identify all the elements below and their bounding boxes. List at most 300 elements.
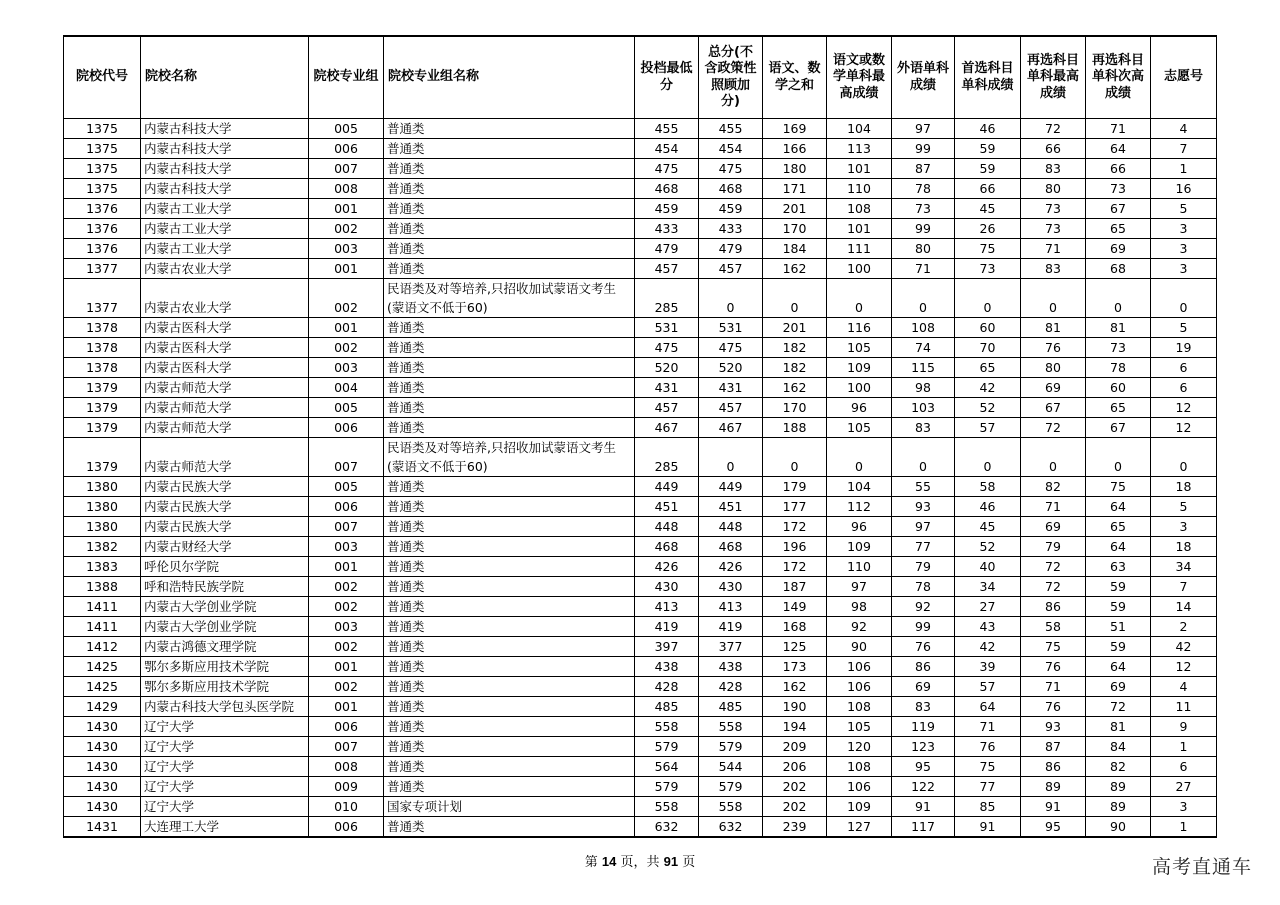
foreign-language-score-cell: 103 — [892, 398, 955, 418]
min-score-cell: 485 — [635, 697, 699, 717]
reselect-second-score-cell: 81 — [1086, 717, 1151, 737]
school-code-cell: 1380 — [64, 497, 141, 517]
total-score-cell: 413 — [699, 597, 763, 617]
reselect-max-score-cell: 58 — [1021, 617, 1086, 637]
total-score-cell: 544 — [699, 757, 763, 777]
reselect-max-score-cell: 72 — [1021, 577, 1086, 597]
reselect-max-score-cell: 75 — [1021, 637, 1086, 657]
chinese-math-sum-cell: 173 — [763, 657, 827, 677]
group-name-cell: 普通类 — [384, 378, 635, 398]
header-cell: 首选科目单科成绩 — [955, 36, 1021, 119]
chinese-math-sum-cell: 0 — [763, 438, 827, 477]
volunteer-number-cell: 18 — [1151, 537, 1217, 557]
header-cell: 语文或数学单科最高成绩 — [827, 36, 892, 119]
foreign-language-score-cell: 83 — [892, 418, 955, 438]
first-subject-score-cell: 45 — [955, 517, 1021, 537]
group-name-cell: 国家专项计划 — [384, 797, 635, 817]
chinese-math-sum-cell: 209 — [763, 737, 827, 757]
total-score-cell: 438 — [699, 657, 763, 677]
reselect-max-score-cell: 0 — [1021, 438, 1086, 477]
group-code-cell: 002 — [309, 338, 384, 358]
chinese-or-math-max-cell: 100 — [827, 259, 892, 279]
total-score-cell: 454 — [699, 139, 763, 159]
table-row — [64, 199, 1217, 219]
header-cell: 再选科目单科次高成绩 — [1086, 36, 1151, 119]
group-name-cell: 普通类 — [384, 517, 635, 537]
first-subject-score-cell: 42 — [955, 637, 1021, 657]
first-subject-score-cell: 60 — [955, 318, 1021, 338]
table-row — [64, 637, 1217, 657]
school-name-cell: 鄂尔多斯应用技术学院 — [141, 657, 309, 677]
min-score-cell: 564 — [635, 757, 699, 777]
chinese-math-sum-cell: 170 — [763, 219, 827, 239]
foreign-language-score-cell: 93 — [892, 497, 955, 517]
table-row — [64, 159, 1217, 179]
foreign-language-score-cell: 108 — [892, 318, 955, 338]
foreign-language-score-cell: 99 — [892, 219, 955, 239]
total-score-cell: 467 — [699, 418, 763, 438]
min-score-cell: 433 — [635, 219, 699, 239]
table-row — [64, 757, 1217, 777]
foreign-language-score-cell: 78 — [892, 179, 955, 199]
total-score-cell: 457 — [699, 259, 763, 279]
chinese-math-sum-cell: 187 — [763, 577, 827, 597]
min-score-cell: 448 — [635, 517, 699, 537]
school-code-cell: 1430 — [64, 737, 141, 757]
school-name-cell: 大连理工大学 — [141, 817, 309, 838]
school-name-cell: 内蒙古大学创业学院 — [141, 617, 309, 637]
foreign-language-score-cell: 73 — [892, 199, 955, 219]
school-code-cell: 1376 — [64, 199, 141, 219]
first-subject-score-cell: 59 — [955, 139, 1021, 159]
school-name-cell: 呼和浩特民族学院 — [141, 577, 309, 597]
min-score-cell: 479 — [635, 239, 699, 259]
group-name-cell: 普通类 — [384, 318, 635, 338]
first-subject-score-cell: 46 — [955, 497, 1021, 517]
group-code-cell: 001 — [309, 657, 384, 677]
reselect-max-score-cell: 73 — [1021, 199, 1086, 219]
chinese-or-math-max-cell: 109 — [827, 537, 892, 557]
group-name-cell: 普通类 — [384, 777, 635, 797]
chinese-math-sum-cell: 201 — [763, 318, 827, 338]
school-code-cell: 1375 — [64, 159, 141, 179]
school-name-cell: 辽宁大学 — [141, 737, 309, 757]
foreign-language-score-cell: 80 — [892, 239, 955, 259]
school-code-cell: 1379 — [64, 418, 141, 438]
chinese-or-math-max-cell: 111 — [827, 239, 892, 259]
reselect-max-score-cell: 76 — [1021, 657, 1086, 677]
reselect-max-score-cell: 73 — [1021, 219, 1086, 239]
group-code-cell: 005 — [309, 398, 384, 418]
foreign-language-score-cell: 99 — [892, 139, 955, 159]
group-name-cell: 普通类 — [384, 259, 635, 279]
volunteer-number-cell: 14 — [1151, 597, 1217, 617]
school-code-cell: 1430 — [64, 717, 141, 737]
foreign-language-score-cell: 55 — [892, 477, 955, 497]
school-name-cell: 内蒙古科技大学 — [141, 159, 309, 179]
school-code-cell: 1430 — [64, 777, 141, 797]
reselect-second-score-cell: 63 — [1086, 557, 1151, 577]
reselect-max-score-cell: 71 — [1021, 239, 1086, 259]
school-name-cell: 辽宁大学 — [141, 757, 309, 777]
volunteer-number-cell: 3 — [1151, 517, 1217, 537]
volunteer-number-cell: 12 — [1151, 418, 1217, 438]
group-name-cell: 普通类 — [384, 139, 635, 159]
min-score-cell: 520 — [635, 358, 699, 378]
group-name-cell: 普通类 — [384, 657, 635, 677]
header-cell: 再选科目单科最高成绩 — [1021, 36, 1086, 119]
table-row — [64, 477, 1217, 497]
header-row — [64, 36, 1217, 119]
foreign-language-score-cell: 87 — [892, 159, 955, 179]
volunteer-number-cell: 1 — [1151, 737, 1217, 757]
group-code-cell: 002 — [309, 279, 384, 318]
reselect-second-score-cell: 51 — [1086, 617, 1151, 637]
school-code-cell: 1378 — [64, 338, 141, 358]
chinese-or-math-max-cell: 98 — [827, 597, 892, 617]
group-code-cell: 005 — [309, 119, 384, 139]
group-code-cell: 008 — [309, 757, 384, 777]
table-row — [64, 797, 1217, 817]
reselect-second-score-cell: 73 — [1086, 179, 1151, 199]
chinese-or-math-max-cell: 105 — [827, 418, 892, 438]
min-score-cell: 419 — [635, 617, 699, 637]
reselect-second-score-cell: 66 — [1086, 159, 1151, 179]
group-code-cell: 006 — [309, 817, 384, 838]
chinese-math-sum-cell: 0 — [763, 279, 827, 318]
chinese-math-sum-cell: 182 — [763, 358, 827, 378]
volunteer-number-cell: 12 — [1151, 398, 1217, 418]
reselect-second-score-cell: 0 — [1086, 279, 1151, 318]
table-row — [64, 777, 1217, 797]
reselect-max-score-cell: 66 — [1021, 139, 1086, 159]
first-subject-score-cell: 73 — [955, 259, 1021, 279]
school-code-cell: 1375 — [64, 119, 141, 139]
volunteer-number-cell: 4 — [1151, 119, 1217, 139]
school-code-cell: 1431 — [64, 817, 141, 838]
foreign-language-score-cell: 97 — [892, 119, 955, 139]
min-score-cell: 397 — [635, 637, 699, 657]
foreign-language-score-cell: 76 — [892, 637, 955, 657]
school-code-cell: 1376 — [64, 239, 141, 259]
school-name-cell: 内蒙古民族大学 — [141, 497, 309, 517]
min-score-cell: 457 — [635, 259, 699, 279]
chinese-math-sum-cell: 162 — [763, 259, 827, 279]
school-code-cell: 1425 — [64, 657, 141, 677]
first-subject-score-cell: 27 — [955, 597, 1021, 617]
group-code-cell: 006 — [309, 139, 384, 159]
watermark-text: 高考直通车 — [1151, 856, 1252, 878]
table-row — [64, 119, 1217, 139]
table-row — [64, 717, 1217, 737]
reselect-second-score-cell: 65 — [1086, 398, 1151, 418]
group-name-cell: 普通类 — [384, 497, 635, 517]
volunteer-number-cell: 6 — [1151, 378, 1217, 398]
total-score-cell: 419 — [699, 617, 763, 637]
table-row — [64, 318, 1217, 338]
table-row — [64, 677, 1217, 697]
total-score-cell: 459 — [699, 199, 763, 219]
group-code-cell: 007 — [309, 159, 384, 179]
reselect-second-score-cell: 0 — [1086, 438, 1151, 477]
school-name-cell: 内蒙古科技大学包头医学院 — [141, 697, 309, 717]
school-name-cell: 内蒙古民族大学 — [141, 477, 309, 497]
header-cell: 投档最低分 — [635, 36, 699, 119]
group-name-cell: 普通类 — [384, 418, 635, 438]
footer-middle: 页，共 — [616, 855, 664, 870]
school-code-cell: 1378 — [64, 318, 141, 338]
reselect-max-score-cell: 76 — [1021, 338, 1086, 358]
total-score-cell: 558 — [699, 797, 763, 817]
header-cell: 外语单科成绩 — [892, 36, 955, 119]
total-score-cell: 426 — [699, 557, 763, 577]
reselect-second-score-cell: 60 — [1086, 378, 1151, 398]
first-subject-score-cell: 52 — [955, 537, 1021, 557]
group-code-cell: 001 — [309, 259, 384, 279]
reselect-second-score-cell: 82 — [1086, 757, 1151, 777]
header-cell: 院校专业组 — [309, 36, 384, 119]
reselect-max-score-cell: 95 — [1021, 817, 1086, 838]
table-row — [64, 179, 1217, 199]
group-name-cell: 普通类 — [384, 617, 635, 637]
chinese-or-math-max-cell: 105 — [827, 338, 892, 358]
chinese-or-math-max-cell: 109 — [827, 797, 892, 817]
group-code-cell: 001 — [309, 199, 384, 219]
min-score-cell: 457 — [635, 398, 699, 418]
reselect-max-score-cell: 86 — [1021, 597, 1086, 617]
chinese-or-math-max-cell: 104 — [827, 477, 892, 497]
chinese-math-sum-cell: 170 — [763, 398, 827, 418]
reselect-max-score-cell: 80 — [1021, 179, 1086, 199]
chinese-math-sum-cell: 166 — [763, 139, 827, 159]
min-score-cell: 579 — [635, 737, 699, 757]
chinese-or-math-max-cell: 120 — [827, 737, 892, 757]
school-code-cell: 1383 — [64, 557, 141, 577]
reselect-second-score-cell: 64 — [1086, 497, 1151, 517]
chinese-math-sum-cell: 162 — [763, 677, 827, 697]
reselect-second-score-cell: 72 — [1086, 697, 1151, 717]
group-name-cell: 普通类 — [384, 537, 635, 557]
group-code-cell: 006 — [309, 497, 384, 517]
min-score-cell: 451 — [635, 497, 699, 517]
reselect-max-score-cell: 80 — [1021, 358, 1086, 378]
group-name-cell: 普通类 — [384, 119, 635, 139]
total-score-cell: 558 — [699, 717, 763, 737]
volunteer-number-cell: 5 — [1151, 497, 1217, 517]
total-score-cell: 475 — [699, 159, 763, 179]
reselect-max-score-cell: 89 — [1021, 777, 1086, 797]
chinese-or-math-max-cell: 110 — [827, 179, 892, 199]
total-score-cell: 448 — [699, 517, 763, 537]
total-score-cell: 468 — [699, 179, 763, 199]
chinese-math-sum-cell: 149 — [763, 597, 827, 617]
first-subject-score-cell: 57 — [955, 677, 1021, 697]
volunteer-number-cell: 3 — [1151, 259, 1217, 279]
school-name-cell: 内蒙古工业大学 — [141, 219, 309, 239]
table-row — [64, 358, 1217, 378]
group-code-cell: 001 — [309, 557, 384, 577]
footer-prefix: 第 — [584, 855, 602, 870]
chinese-or-math-max-cell: 108 — [827, 199, 892, 219]
reselect-second-score-cell: 89 — [1086, 777, 1151, 797]
table-row — [64, 617, 1217, 637]
group-name-cell: 普通类 — [384, 199, 635, 219]
foreign-language-score-cell: 91 — [892, 797, 955, 817]
volunteer-number-cell: 3 — [1151, 797, 1217, 817]
chinese-or-math-max-cell: 116 — [827, 318, 892, 338]
group-name-cell: 普通类 — [384, 159, 635, 179]
school-name-cell: 内蒙古科技大学 — [141, 119, 309, 139]
total-score-cell: 579 — [699, 737, 763, 757]
chinese-or-math-max-cell: 92 — [827, 617, 892, 637]
min-score-cell: 438 — [635, 657, 699, 677]
table-row — [64, 557, 1217, 577]
min-score-cell: 285 — [635, 279, 699, 318]
volunteer-number-cell: 12 — [1151, 657, 1217, 677]
group-name-cell: 普通类 — [384, 697, 635, 717]
school-code-cell: 1375 — [64, 179, 141, 199]
reselect-max-score-cell: 93 — [1021, 717, 1086, 737]
group-name-cell: 普通类 — [384, 757, 635, 777]
header-cell: 语文、数学之和 — [763, 36, 827, 119]
volunteer-number-cell: 2 — [1151, 617, 1217, 637]
reselect-max-score-cell: 69 — [1021, 517, 1086, 537]
header-cell: 总分(不含政策性照顾加分) — [699, 36, 763, 119]
first-subject-score-cell: 0 — [955, 438, 1021, 477]
reselect-second-score-cell: 78 — [1086, 358, 1151, 378]
chinese-math-sum-cell: 196 — [763, 537, 827, 557]
group-name-cell: 普通类 — [384, 179, 635, 199]
table-row — [64, 219, 1217, 239]
reselect-max-score-cell: 76 — [1021, 697, 1086, 717]
school-name-cell: 鄂尔多斯应用技术学院 — [141, 677, 309, 697]
foreign-language-score-cell: 0 — [892, 438, 955, 477]
group-name-cell: 普通类 — [384, 398, 635, 418]
min-score-cell: 531 — [635, 318, 699, 338]
first-subject-score-cell: 75 — [955, 239, 1021, 259]
total-score-cell: 479 — [699, 239, 763, 259]
chinese-or-math-max-cell: 101 — [827, 219, 892, 239]
volunteer-number-cell: 3 — [1151, 219, 1217, 239]
chinese-math-sum-cell: 190 — [763, 697, 827, 717]
total-score-cell: 468 — [699, 537, 763, 557]
first-subject-score-cell: 71 — [955, 717, 1021, 737]
reselect-max-score-cell: 0 — [1021, 279, 1086, 318]
total-score-cell: 430 — [699, 577, 763, 597]
reselect-second-score-cell: 59 — [1086, 637, 1151, 657]
first-subject-score-cell: 40 — [955, 557, 1021, 577]
first-subject-score-cell: 64 — [955, 697, 1021, 717]
table-row — [64, 537, 1217, 557]
total-score-cell: 377 — [699, 637, 763, 657]
admission-score-table — [63, 35, 1217, 838]
foreign-language-score-cell: 69 — [892, 677, 955, 697]
total-score-cell: 449 — [699, 477, 763, 497]
school-name-cell: 内蒙古工业大学 — [141, 239, 309, 259]
total-score-cell: 0 — [699, 279, 763, 318]
group-name-cell: 普通类 — [384, 577, 635, 597]
reselect-second-score-cell: 71 — [1086, 119, 1151, 139]
chinese-math-sum-cell: 125 — [763, 637, 827, 657]
school-name-cell: 内蒙古农业大学 — [141, 279, 309, 318]
first-subject-score-cell: 75 — [955, 757, 1021, 777]
reselect-max-score-cell: 82 — [1021, 477, 1086, 497]
min-score-cell: 426 — [635, 557, 699, 577]
school-code-cell: 1380 — [64, 517, 141, 537]
chinese-or-math-max-cell: 90 — [827, 637, 892, 657]
min-score-cell: 449 — [635, 477, 699, 497]
first-subject-score-cell: 77 — [955, 777, 1021, 797]
foreign-language-score-cell: 78 — [892, 577, 955, 597]
school-name-cell: 辽宁大学 — [141, 717, 309, 737]
header-cell: 院校名称 — [141, 36, 309, 119]
total-score-cell: 475 — [699, 338, 763, 358]
foreign-language-score-cell: 119 — [892, 717, 955, 737]
chinese-or-math-max-cell: 106 — [827, 657, 892, 677]
foreign-language-score-cell: 83 — [892, 697, 955, 717]
table-row — [64, 338, 1217, 358]
school-name-cell: 内蒙古科技大学 — [141, 139, 309, 159]
reselect-max-score-cell: 72 — [1021, 418, 1086, 438]
school-name-cell: 内蒙古农业大学 — [141, 259, 309, 279]
school-code-cell: 1412 — [64, 637, 141, 657]
reselect-second-score-cell: 90 — [1086, 817, 1151, 838]
group-name-cell: 普通类 — [384, 338, 635, 358]
first-subject-score-cell: 39 — [955, 657, 1021, 677]
chinese-or-math-max-cell: 104 — [827, 119, 892, 139]
group-name-cell: 普通类 — [384, 817, 635, 838]
chinese-math-sum-cell: 239 — [763, 817, 827, 838]
chinese-or-math-max-cell: 106 — [827, 677, 892, 697]
group-code-cell: 008 — [309, 179, 384, 199]
group-code-cell: 007 — [309, 737, 384, 757]
min-score-cell: 579 — [635, 777, 699, 797]
school-name-cell: 内蒙古大学创业学院 — [141, 597, 309, 617]
volunteer-number-cell: 16 — [1151, 179, 1217, 199]
school-code-cell: 1430 — [64, 757, 141, 777]
min-score-cell: 431 — [635, 378, 699, 398]
school-name-cell: 辽宁大学 — [141, 797, 309, 817]
total-score-cell: 632 — [699, 817, 763, 838]
school-name-cell: 呼伦贝尔学院 — [141, 557, 309, 577]
first-subject-score-cell: 34 — [955, 577, 1021, 597]
total-score-cell: 531 — [699, 318, 763, 338]
total-score-cell: 451 — [699, 497, 763, 517]
reselect-second-score-cell: 69 — [1086, 677, 1151, 697]
chinese-math-sum-cell: 162 — [763, 378, 827, 398]
table-row — [64, 139, 1217, 159]
school-name-cell: 内蒙古师范大学 — [141, 438, 309, 477]
reselect-max-score-cell: 91 — [1021, 797, 1086, 817]
volunteer-number-cell: 3 — [1151, 239, 1217, 259]
reselect-second-score-cell: 81 — [1086, 318, 1151, 338]
reselect-second-score-cell: 65 — [1086, 517, 1151, 537]
foreign-language-score-cell: 79 — [892, 557, 955, 577]
first-subject-score-cell: 26 — [955, 219, 1021, 239]
reselect-second-score-cell: 67 — [1086, 199, 1151, 219]
group-code-cell: 007 — [309, 438, 384, 477]
total-score-cell: 0 — [699, 438, 763, 477]
chinese-math-sum-cell: 169 — [763, 119, 827, 139]
group-code-cell: 005 — [309, 477, 384, 497]
reselect-max-score-cell: 71 — [1021, 497, 1086, 517]
reselect-second-score-cell: 89 — [1086, 797, 1151, 817]
group-name-cell: 民语类及对等培养,只招收加试蒙语文考生(蒙语文不低于60) — [384, 438, 635, 477]
volunteer-number-cell: 5 — [1151, 199, 1217, 219]
volunteer-number-cell: 27 — [1151, 777, 1217, 797]
chinese-or-math-max-cell: 110 — [827, 557, 892, 577]
volunteer-number-cell: 0 — [1151, 279, 1217, 318]
